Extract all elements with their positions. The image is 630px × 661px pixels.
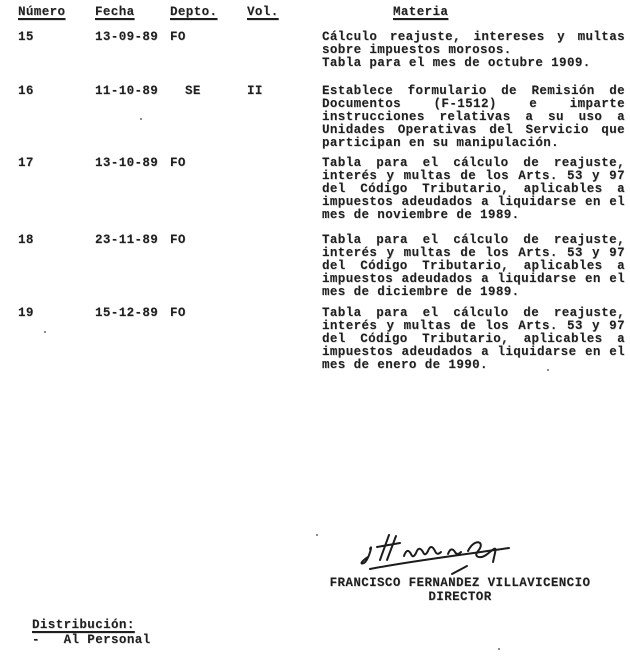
scan-speck — [547, 369, 549, 371]
signatory-block — [305, 577, 615, 604]
row-subject — [322, 307, 625, 372]
column-header-fecha: Fecha — [95, 5, 135, 19]
row-date: 11-10-89 — [95, 84, 159, 98]
scan-speck — [498, 648, 500, 650]
row-dept: FO — [170, 156, 186, 170]
row-number: 17 — [18, 156, 34, 170]
row-date: 15-12-89 — [95, 306, 159, 320]
signatory-name: FRANCISCO FERNANDEZ VILLAVICENCIO — [329, 576, 591, 590]
column-header-numero: Número — [18, 5, 66, 19]
column-header-materia: Materia — [393, 5, 449, 19]
subject-paragraph: Tabla para el cálculo de reajuste, interés y multas de los Arts. 53 y 97 del Código Tributario, aplicables a impuestos adeudados a liquidarse en el mes de enero de 1990. — [322, 306, 625, 372]
row-volume: II — [247, 84, 263, 98]
subject-paragraph: Establece formulario de Remisión de Documentos (F-1512) e imparte instrucciones relativas a su uso a Unidades Operativas del Servicio que participan en su manipulación. — [322, 84, 625, 150]
row-date: 13-09-89 — [95, 30, 159, 44]
scan-speck — [44, 331, 46, 333]
column-header-vol: Vol. — [247, 5, 279, 19]
row-dept: FO — [170, 30, 186, 44]
distribution-item: - Al Personal — [32, 633, 151, 647]
row-number: 16 — [18, 84, 34, 98]
signature-mark — [356, 530, 516, 578]
row-number: 19 — [18, 306, 34, 320]
subject-paragraph: Tabla para el cálculo de reajuste, interés y multas de los Arts. 53 y 97 del Código Tributario, aplicables a impuestos adeudados a liquidarse en el mes de noviembre de 1989. — [322, 156, 625, 222]
column-header-depto: Depto. — [170, 5, 218, 19]
subject-paragraph: Cálculo reajuste, intereses y multas sobre impuestos morosos. — [322, 30, 625, 57]
row-dept: FO — [170, 233, 186, 247]
distribution-heading: Distribución: — [32, 618, 135, 632]
row-date: 13-10-89 — [95, 156, 159, 170]
row-number: 18 — [18, 233, 34, 247]
row-dept: SE — [185, 84, 201, 98]
distribution-section — [32, 619, 151, 647]
row-subject — [322, 85, 625, 150]
row-subject — [322, 157, 625, 222]
signatory-title: DIRECTOR — [428, 590, 492, 604]
scan-speck — [316, 534, 318, 536]
row-dept: FO — [170, 306, 186, 320]
row-subject — [322, 234, 625, 299]
subject-paragraph: Tabla para el cálculo de reajuste, interés y multas de los Arts. 53 y 97 del Código Tributario, aplicables a impuestos adeudados a liquidarse en el mes de diciembre de 1989. — [322, 233, 625, 299]
subject-paragraph: Tabla para el mes de octubre 1909. — [322, 56, 591, 70]
row-subject — [322, 31, 625, 70]
row-date: 23-11-89 — [95, 233, 159, 247]
scan-speck — [140, 118, 142, 120]
row-number: 15 — [18, 30, 34, 44]
